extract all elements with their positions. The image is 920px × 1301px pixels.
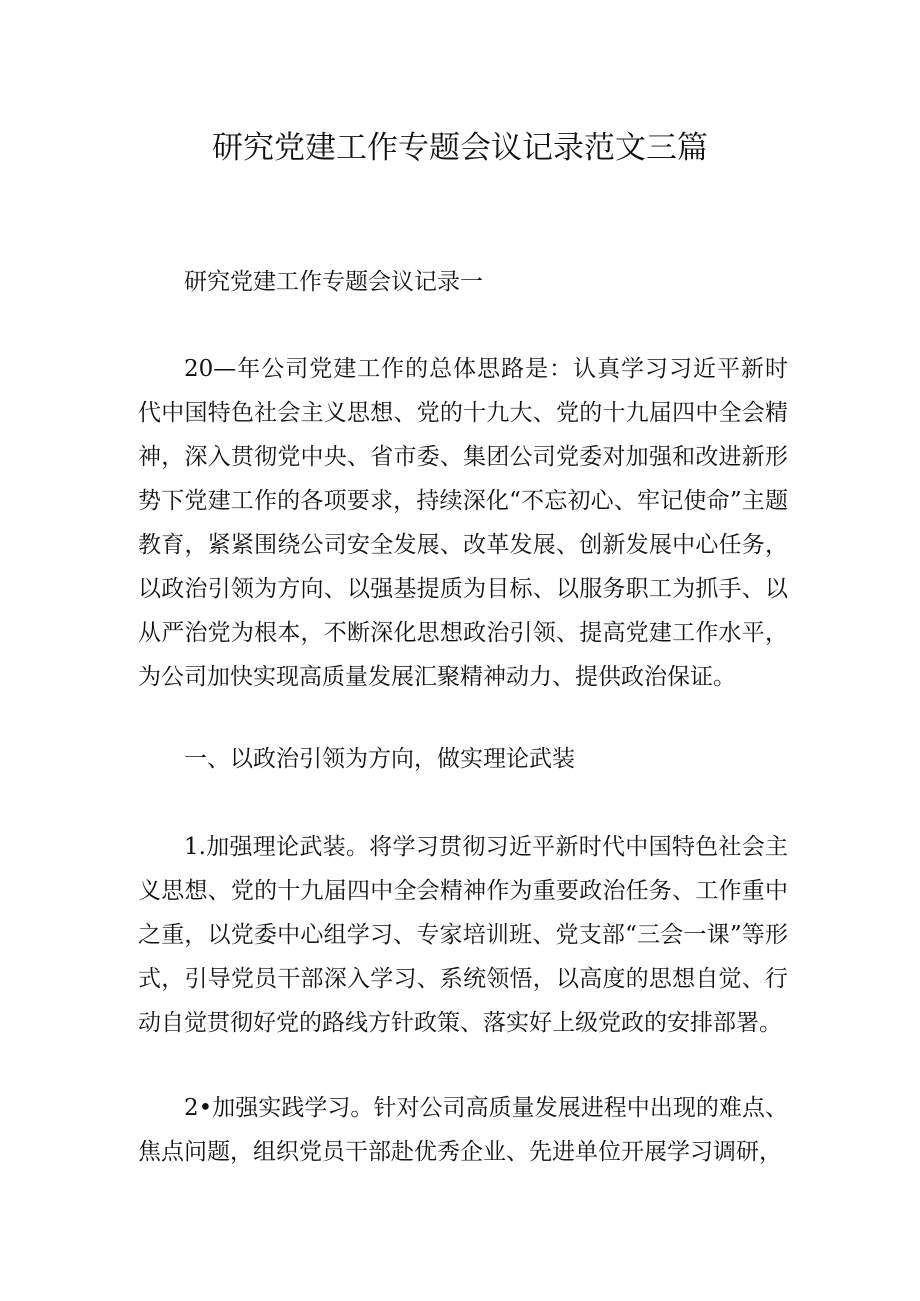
section-heading: 一、以政治引领为方向，做实理论武装 bbox=[184, 746, 575, 772]
list-item-2: 2•加强实践学习。针对公司高质量发展进程中出现的难点、焦点问题，组织党员干部赴优秀企业、先进单位开展学习调研， bbox=[138, 1095, 788, 1165]
document-title: 研究党建工作专题会议记录范文三篇 bbox=[212, 130, 708, 166]
document-subtitle: 研究党建工作专题会议记录一 bbox=[184, 269, 483, 295]
list-item-1: 1.加强理论武装。将学习贯彻习近平新时代中国特色社会主义思想、党的十九届四中全会精神作为重要政治任务、工作重中之重，以党委中心组学习、专家培训班、党支部“三会一课”等形式，引导党员干部深入学习、系统领悟，以高度的思想自觉、行动自觉贯彻好党的路线方针政策、落实好上级党政的安排部署。 bbox=[138, 834, 788, 1036]
intro-paragraph: 20—年公司党建工作的总体思路是：认真学习习近平新时代中国特色社会主义思想、党的十九大、党的十九届四中全会精神，深入贯彻党中央、省市委、集团公司党委对加强和改进新形势下党建工作的各项要求，持续深化“不忘初心、牢记使命”主题教育，紧紧围绕公司安全发展、改革发展、创新发展中心任务，以政治引领为方向、以强基提质为目标、以服务职工为抓手、以从严治党为根本，不断深化思想政治引领、提高党建工作水平，为公司加快实现高质量发展汇聚精神动力、提供政治保证。 bbox=[138, 356, 788, 690]
